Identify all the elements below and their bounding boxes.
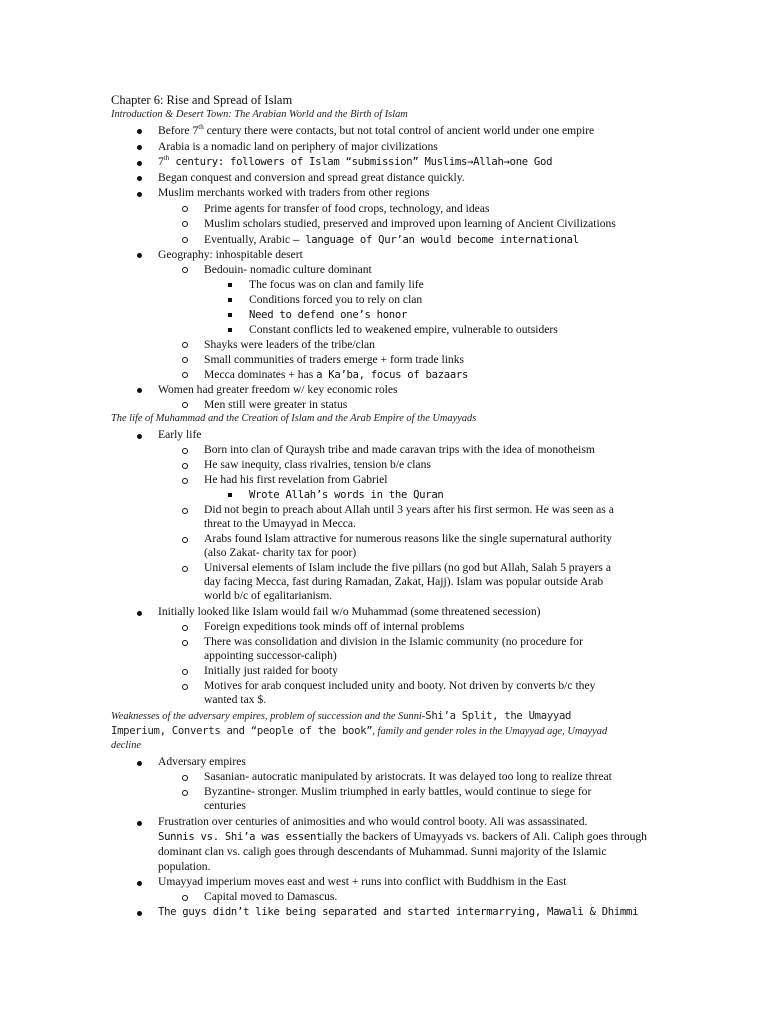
list-item: Prime agents for transfer of food crops, technology, and ideas: [204, 202, 490, 215]
list-item: Geography: inhospitable desert: [158, 248, 303, 261]
bullet-circle: [182, 357, 188, 363]
list-item: Mecca dominates + has a Ka’ba, focus of bazaars: [204, 368, 469, 381]
list-item: Motives for arab conquest included unity and booty. Not driven by converts b/c they: [204, 679, 596, 692]
list-item: Before 7th century there were contacts, but not total control of ancient world under one empire: [158, 123, 595, 137]
bullet-square: [228, 283, 232, 287]
list-item: Arabia is a nomadic land on periphery of major civilizations: [158, 140, 438, 153]
bullet-dot: [137, 611, 142, 616]
section-heading-weaknesses-line2: Imperium, Converts and “people of the book”, family and gender roles in the Umayyad age, Umayyad: [111, 725, 608, 737]
bullet-square: [228, 493, 232, 497]
list-item: Began conquest and conversion and spread great distance quickly.: [158, 171, 465, 184]
bullet-circle: [182, 237, 188, 243]
bullet-dot: [137, 821, 142, 826]
bullet-circle: [182, 267, 188, 273]
list-item: Wrote Allah’s words in the Quran: [249, 489, 444, 501]
list-item-continuation: day facing Mecca, fast during Ramadan, Zakat, Hajj). Islam was popular outside Arab: [204, 575, 604, 588]
bullet-square: [228, 298, 232, 302]
bullet-dot: [137, 176, 142, 181]
section-heading-weaknesses-line3: decline: [111, 740, 141, 751]
list-item: Did not begin to preach about Allah until 3 years after his first sermon. He was seen as a: [204, 503, 614, 516]
list-item: Men still were greater in status: [204, 398, 348, 411]
list-item: Arabs found Islam attractive for numerous reasons like the single supernatural authority: [204, 532, 612, 545]
bullet-circle: [182, 895, 188, 901]
list-item-continuation: appointing successor-caliph): [204, 649, 337, 662]
bullet-circle: [182, 775, 188, 781]
bullet-circle: [182, 640, 188, 646]
page-title: Chapter 6: Rise and Spread of Islam: [111, 93, 293, 107]
list-item: Sasanian- autocratic manipulated by aristocrats. It was delayed too long to realize threat: [204, 770, 612, 783]
bullet-circle: [182, 463, 188, 469]
section-heading-life: The life of Muhammad and the Creation of Islam and the Arab Empire of the Umayyads: [111, 413, 477, 424]
list-item: The guys didn’t like being separated and started intermarrying, Mawali & Dhimmi: [158, 906, 639, 918]
list-item-continuation: dominant clan vs. caligh goes through descendants of Muhammad. Sunni majority of the Islamic: [158, 845, 607, 858]
bullet-circle: [182, 448, 188, 454]
list-item-continuation: Sunnis vs. Shi’a was essentially the backers of Umayyads vs. backers of Ali. Caliph goes through: [158, 830, 647, 843]
list-item-continuation: world b/c of egalitarianism.: [204, 589, 333, 602]
list-item-continuation: centuries: [204, 799, 246, 812]
list-item: Constant conflicts led to weakened empire, vulnerable to outsiders: [249, 323, 558, 336]
bullet-circle: [182, 221, 188, 227]
bullet-dot: [137, 388, 142, 393]
list-item: Small communities of traders emerge + form trade links: [204, 353, 465, 366]
bullet-dot: [137, 761, 142, 766]
list-item: Early life: [158, 428, 202, 441]
bullet-circle: [182, 206, 188, 212]
bullet-dot: [137, 253, 142, 258]
bullet-circle: [182, 537, 188, 543]
list-item: He had his first revelation from Gabriel: [204, 473, 388, 486]
bullet-dot: [137, 881, 142, 886]
bullet-square: [228, 313, 232, 317]
list-item: Women had greater freedom w/ key economic roles: [158, 383, 398, 396]
list-item: Byzantine- stronger. Muslim triumphed in early battles, would continue to siege for: [204, 785, 592, 798]
list-item-continuation: population.: [158, 860, 211, 873]
bullet-dot: [137, 129, 142, 134]
list-item: 7th century: followers of Islam “submission” Muslims→Allah→one God: [158, 154, 553, 168]
list-item: Adversary empires: [158, 755, 246, 768]
list-item: The focus was on clan and family life: [249, 278, 424, 291]
bullet-circle: [182, 790, 188, 796]
bullet-circle: [182, 566, 188, 572]
list-item: There was consolidation and division in the Islamic community (no procedure for: [204, 635, 583, 648]
list-item: Shayks were leaders of the tribe/clan: [204, 338, 375, 351]
bullet-circle: [182, 478, 188, 484]
bullet-dot: [137, 145, 142, 150]
list-item-continuation: wanted tax $.: [204, 693, 267, 706]
bullet-dot: [137, 161, 142, 166]
list-item: Capital moved to Damascus.: [204, 890, 338, 903]
list-item: Universal elements of Islam include the five pillars (no god but Allah, Salah 5 prayers a: [204, 561, 611, 574]
bullet-circle: [182, 342, 188, 348]
bullet-circle: [182, 669, 188, 675]
list-item: He saw inequity, class rivalries, tension b/e clans: [204, 458, 431, 471]
bullet-dot: [137, 434, 142, 439]
list-item: Conditions forced you to rely on clan: [249, 293, 423, 306]
list-item: Eventually, Arabic – language of Qur’an would become international: [204, 233, 579, 246]
list-item: Bedouin- nomadic culture dominant: [204, 263, 372, 276]
list-item: Born into clan of Quraysh tribe and made caravan trips with the idea of monotheism: [204, 443, 595, 456]
list-item: Foreign expeditions took minds off of internal problems: [204, 620, 465, 633]
list-item-continuation: threat to the Umayyad in Mecca.: [204, 517, 356, 530]
bullet-circle: [182, 625, 188, 631]
bullet-square: [228, 328, 232, 332]
bullet-dot: [137, 192, 142, 197]
bullet-circle: [182, 372, 188, 378]
section-heading-weaknesses: Weaknesses of the adversary empires, problem of succession and the Sunni-Shi’a Split, the Umayyad: [111, 710, 572, 722]
bullet-circle: [182, 402, 188, 408]
bullet-circle: [182, 508, 188, 514]
bullet-circle: [182, 684, 188, 690]
list-item: Initially just raided for booty: [204, 664, 338, 677]
list-item: Umayyad imperium moves east and west + runs into conflict with Buddhism in the East: [158, 875, 567, 888]
list-item: Frustration over centuries of animosities and who would control booty. Ali was assassinated.: [158, 815, 588, 828]
list-item: Muslim scholars studied, preserved and improved upon learning of Ancient Civilizations: [204, 217, 616, 230]
list-item: Initially looked like Islam would fail w/o Muhammad (some threatened secession): [158, 605, 541, 618]
bullet-dot: [137, 911, 142, 916]
section-heading-intro: Introduction & Desert Town: The Arabian World and the Birth of Islam: [111, 109, 408, 120]
list-item: Need to defend one’s honor: [249, 309, 408, 321]
list-item: Muslim merchants worked with traders from other regions: [158, 186, 430, 199]
list-item-continuation: (also Zakat- charity tax for poor): [204, 546, 357, 559]
